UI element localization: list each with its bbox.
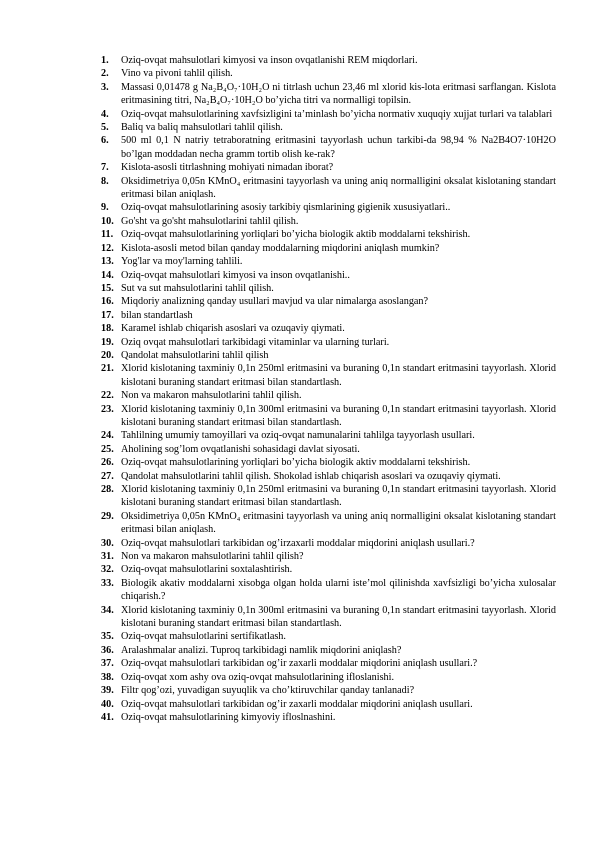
question-text: Kislota-asosli titrlashning mohiyati nimadan iborat? bbox=[121, 162, 334, 174]
question-text: Karamel ishlab chiqarish asoslari va ozuqaviy qiymati. bbox=[121, 323, 345, 335]
question-number: 18. bbox=[101, 323, 114, 335]
question-number: 40. bbox=[101, 698, 114, 710]
question-item bbox=[101, 282, 556, 295]
question-text: Filtr qog’ozi, yuvadigan suyuqlik va cho’ktiruvchilar qanday tanlanadi? bbox=[121, 685, 415, 697]
question-item bbox=[101, 161, 556, 174]
question-text: Oziq-ovqat mahsulotlari kimyosi va inson ovqatlanishi REM miqdorlari. bbox=[121, 55, 418, 66]
question-item bbox=[101, 671, 556, 684]
question-number: 31. bbox=[101, 551, 114, 563]
question-text: Oziq-ovqat mahsulotlarini soxtalashtirish. bbox=[121, 564, 293, 576]
question-number: 28. bbox=[101, 484, 114, 495]
question-text: Oziq-ovqat mahsulotlari kimyosi va inson ovqatlanishi.. bbox=[121, 269, 350, 281]
question-item bbox=[101, 510, 556, 537]
question-item bbox=[101, 684, 556, 697]
question-number: 12. bbox=[101, 242, 114, 254]
question-item bbox=[101, 443, 556, 456]
question-number: 4. bbox=[101, 108, 109, 120]
question-number: 20. bbox=[101, 349, 114, 361]
question-number: 39. bbox=[101, 685, 114, 697]
question-item bbox=[101, 255, 556, 268]
question-text: Oksidimetriya 0,05n KMnO₄ eritmasini tayyorlash va uning aniq normalligini oksalat kislotaning standart eritmasi bilan aniqlash. bbox=[121, 510, 556, 536]
question-text: Massasi 0,01478 g Na₂B₄O₇·10H₂O ni titrlash uchun 23,46 ml xlorid kis-lota eritmasi sarflangan. Kislota eritmasining titri, Na₂B₄O₇·10H₂O bo’yicha titri va normalligi topilsin. bbox=[121, 81, 556, 107]
question-number: 41. bbox=[101, 711, 114, 723]
question-item bbox=[101, 483, 556, 510]
question-number: 17. bbox=[101, 309, 114, 321]
question-item bbox=[101, 242, 556, 255]
question-number: 9. bbox=[101, 202, 109, 214]
question-text: Oziq-ovqat mahsulotlari tarkibidan og’ir zaxarli moddalar miqdorini aniqlash usullari.? bbox=[121, 658, 478, 670]
question-text: Go'sht va go'sht mahsulotlarini tahlil qilish. bbox=[121, 215, 299, 227]
question-number: 33. bbox=[101, 577, 114, 589]
question-item bbox=[101, 362, 556, 389]
question-item bbox=[101, 456, 556, 469]
question-text: Oziq-ovqat mahsulotlarining xavfsizligini ta’minlash bo’yicha normativ xuquqiy xujjat turlari va talablari bbox=[121, 108, 553, 120]
question-number: 34. bbox=[101, 604, 114, 616]
question-number: 30. bbox=[101, 537, 114, 549]
question-item bbox=[101, 67, 556, 80]
question-number: 37. bbox=[101, 658, 114, 670]
question-item bbox=[101, 201, 556, 214]
question-text: Oziq-ovqat mahsulotlarining kimyoviy ifloslnashini. bbox=[121, 711, 336, 723]
question-text: 500 ml 0,1 N natriy tetraboratning eritmasini tayyorlash uchun tarkibi-da 98,94 % Na2B4O7·10H2O bo’lgan moddadan necha gramm tortib olish ke-rak? bbox=[121, 135, 556, 160]
question-text: Oziq-ovqat mahsulotlarining yorliqlari bo’yicha biologik aktiv moddalarni tekshirish. bbox=[121, 457, 471, 469]
question-item bbox=[101, 349, 556, 362]
question-list bbox=[101, 54, 556, 724]
question-number: 13. bbox=[101, 256, 114, 268]
question-text: Oziq ovqat mahsulotlari tarkibidagi vitaminlar va ularning turlari. bbox=[121, 336, 390, 348]
question-text: Xlorid kislotaning taxminiy 0,1n 250ml eritmasini va buraning 0,1n standart eritmasini tayyorlash. Xlorid kislotani buraning standart eritmasi bilan standartlash. bbox=[121, 484, 556, 509]
question-item bbox=[101, 563, 556, 576]
question-text: Vino va pivoni tahlil qilish. bbox=[121, 68, 233, 80]
question-text: Xlorid kislotaning taxminiy 0,1n 300ml eritmasini va buraning 0,1n standart eritmasini tayyorlash. Xlorid kislotani buraning standart eritmasi bilan standartlash. bbox=[121, 403, 556, 428]
question-number: 11. bbox=[101, 229, 114, 241]
question-number: 22. bbox=[101, 390, 114, 402]
question-text: Oziq-ovqat mahsulotlarini sertifikatlash. bbox=[121, 631, 286, 643]
question-number: 6. bbox=[101, 135, 109, 147]
question-item bbox=[101, 550, 556, 563]
question-number: 5. bbox=[101, 122, 109, 134]
question-number: 8. bbox=[101, 175, 109, 187]
question-item bbox=[101, 537, 556, 550]
question-number: 26. bbox=[101, 457, 114, 469]
question-item bbox=[101, 470, 556, 483]
question-text: Yog'lar va moy'larning tahlili. bbox=[121, 256, 243, 268]
question-item bbox=[101, 403, 556, 430]
question-number: 27. bbox=[101, 470, 114, 482]
question-text: Oziq-ovqat mahsulotlari tarkibidan og’ir zaxarli moddalar miqdorini aniqlash usullari. bbox=[121, 698, 473, 710]
question-number: 29. bbox=[101, 510, 114, 522]
question-number: 25. bbox=[101, 443, 114, 455]
question-item bbox=[101, 577, 556, 604]
question-item bbox=[101, 295, 556, 308]
question-text: Qandolat mahsulotlarini tahlil qilish. Shokolad ishlab chiqarish asoslari va ozuqaviy qiymati. bbox=[121, 470, 501, 482]
question-number: 15. bbox=[101, 282, 114, 294]
question-text: Non va makaron mahsulotlarini tahlil qilish? bbox=[121, 551, 304, 563]
question-text: Oksidimetriya 0,05n KMnO₄ eritmasini tayyorlash va uning aniq normalligini oksalat kislotaning standart eritmasi bilan aniqlash. bbox=[121, 175, 556, 201]
question-item bbox=[101, 54, 556, 67]
question-item bbox=[101, 698, 556, 711]
question-text: Miqdoriy analizning qanday usullari mavjud va ular nimalarga asoslangan? bbox=[121, 296, 429, 308]
question-text: Oziq-ovqat mahsulotlari tarkibidan og’irzaxarli moddalar miqdorini aniqlash usullari.? bbox=[121, 537, 475, 549]
question-item bbox=[101, 121, 556, 134]
question-number: 24. bbox=[101, 430, 114, 442]
question-item bbox=[101, 336, 556, 349]
question-item bbox=[101, 175, 556, 202]
question-text: Qandolat mahsulotlarini tahlil qilish bbox=[121, 349, 269, 361]
question-item bbox=[101, 134, 556, 161]
question-item bbox=[101, 630, 556, 643]
question-number: 2. bbox=[101, 68, 109, 80]
question-number: 35. bbox=[101, 631, 114, 643]
question-number: 16. bbox=[101, 296, 114, 308]
question-item bbox=[101, 108, 556, 121]
question-number: 3. bbox=[101, 81, 109, 93]
question-number: 23. bbox=[101, 403, 114, 415]
question-text: Aholining sog’lom ovqatlanishi sohasidagi davlat siyosati. bbox=[121, 443, 360, 455]
question-number: 21. bbox=[101, 363, 114, 375]
question-item bbox=[101, 429, 556, 442]
question-item bbox=[101, 322, 556, 335]
question-text: Baliq va baliq mahsulotlari tahlil qilish. bbox=[121, 122, 283, 134]
question-item bbox=[101, 215, 556, 228]
question-number: 7. bbox=[101, 162, 109, 174]
question-number: 19. bbox=[101, 336, 114, 348]
question-number: 32. bbox=[101, 564, 114, 576]
question-item bbox=[101, 81, 556, 108]
question-text: Non va makaron mahsulotlarini tahlil qilish. bbox=[121, 390, 302, 402]
question-text: Oziq-ovqat xom ashy ova oziq-ovqat mahsulotlarining ifloslanishi. bbox=[121, 671, 395, 683]
question-item bbox=[101, 657, 556, 670]
question-text: Oziq-ovqat mahsulotlarining asosiy tarkibiy qismlarining gigienik xususiyatlari.. bbox=[121, 202, 451, 214]
question-number: 14. bbox=[101, 269, 114, 281]
question-text: Kislota-asosli metod bilan qanday moddalarning miqdorini aniqlash mumkin? bbox=[121, 242, 440, 254]
question-text: Xlorid kislotaning taxminiy 0,1n 250ml eritmasini va buraning 0,1n standart eritmasini tayyorlash. Xlorid kislotani buraning standart eritmasi bilan standartlash. bbox=[121, 363, 556, 388]
question-number: 38. bbox=[101, 671, 114, 683]
question-item bbox=[101, 644, 556, 657]
question-number: 10. bbox=[101, 215, 114, 227]
question-item bbox=[101, 604, 556, 631]
question-text: Aralashmalar analizi. Tuproq tarkibidagi namlik miqdorini aniqlash? bbox=[121, 644, 402, 656]
question-text: Sut va sut mahsulotlarini tahlil qilish. bbox=[121, 282, 274, 294]
question-number: 1. bbox=[101, 55, 109, 66]
question-number: 36. bbox=[101, 644, 114, 656]
question-text: Oziq-ovqat mahsulotlarining yorliqlari bo’yicha biologik aktib moddalarni tekshirish. bbox=[121, 229, 471, 241]
question-item bbox=[101, 269, 556, 282]
question-item bbox=[101, 309, 556, 322]
question-text: Biologik akativ moddalarni xisobga olgan holda ularni iste’mol qilinishda xavfsizligi bo’yicha xulosalar chiqarish.? bbox=[121, 577, 556, 603]
question-text: Tahlilning umumiy tamoyillari va oziq-ovqat namunalarini tahlilga tayyorlash usullari. bbox=[121, 430, 475, 442]
question-item bbox=[101, 389, 556, 402]
question-item bbox=[101, 228, 556, 241]
question-text: bilan standartlash bbox=[121, 309, 193, 321]
question-item bbox=[101, 711, 556, 724]
question-text: Xlorid kislotaning taxminiy 0,1n 300ml eritmasini va buraning 0,1n standart eritmasini tayyorlash. Xlorid kislotani buraning standart eritmasi bilan standartlash. bbox=[121, 604, 556, 630]
